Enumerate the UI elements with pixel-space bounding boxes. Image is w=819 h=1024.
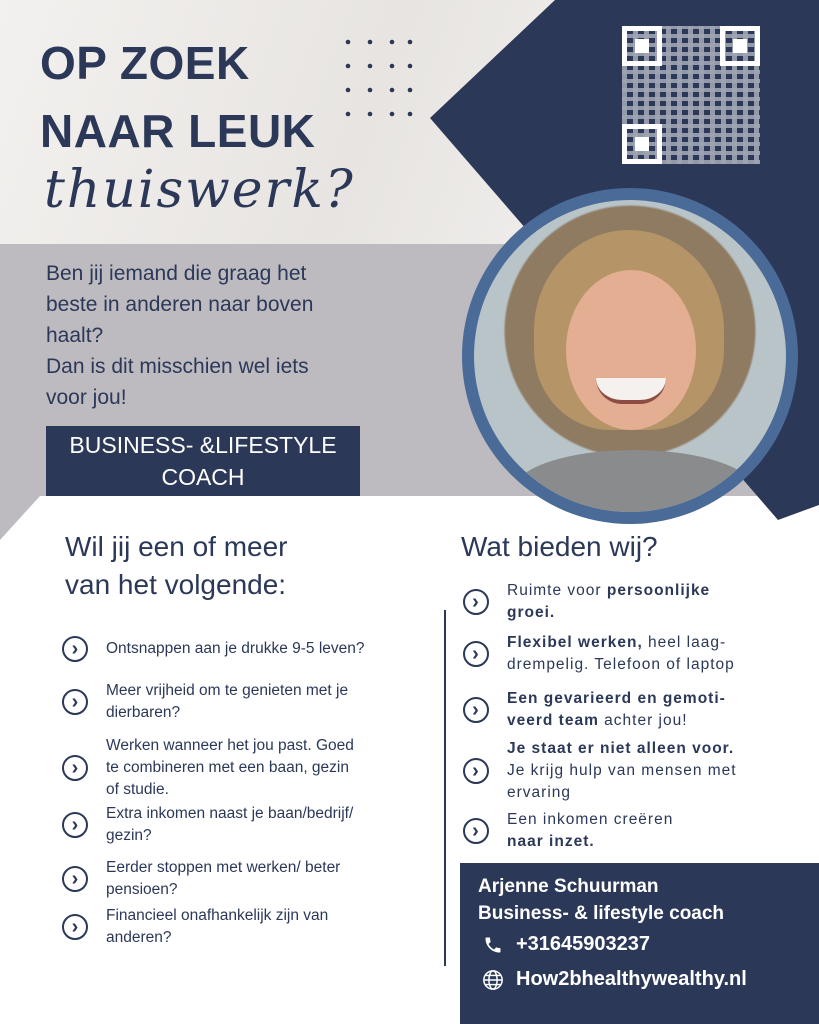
list-item-line: of studie. bbox=[106, 781, 169, 798]
phone-icon bbox=[482, 934, 504, 956]
list-item-text bbox=[507, 738, 737, 804]
left-title-line: Wil jij een of meer bbox=[65, 531, 288, 562]
text-part: Ruimte voor bbox=[507, 582, 607, 599]
photo-image bbox=[474, 200, 786, 512]
list-item bbox=[463, 738, 737, 804]
text-bold: groei. bbox=[507, 604, 556, 621]
text-bold: veerd team bbox=[507, 712, 599, 729]
role-badge bbox=[46, 426, 360, 496]
phone-number: +31645903237 bbox=[516, 933, 651, 955]
list-item-text bbox=[106, 735, 354, 801]
list-item-line: dierbaren? bbox=[106, 704, 181, 721]
chevron-right-circle-icon: › bbox=[62, 866, 88, 892]
list-item-line: Een inkomen creëren bbox=[507, 811, 674, 828]
qr-finder-icon bbox=[622, 124, 662, 164]
chevron-right-circle-icon: › bbox=[62, 636, 88, 662]
chevron-right-circle-icon: › bbox=[62, 689, 88, 715]
list-item-text bbox=[507, 580, 710, 624]
list-item bbox=[463, 688, 726, 732]
text-part: heel laag- bbox=[642, 634, 727, 651]
list-item-line bbox=[507, 710, 726, 732]
list-item-line: drempelig. Telefoon of laptop bbox=[507, 656, 735, 673]
globe-icon bbox=[482, 969, 504, 991]
qr-code[interactable] bbox=[612, 16, 770, 174]
list-item-line: Ontsnappen aan je drukke 9-5 leven? bbox=[106, 640, 365, 657]
list-item-line: pensioen? bbox=[106, 881, 178, 898]
list-item bbox=[62, 857, 340, 901]
list-item-line: Eerder stoppen met werken/ beter bbox=[106, 859, 341, 876]
chevron-right-circle-icon: › bbox=[62, 755, 88, 781]
qr-finder-icon bbox=[720, 26, 760, 66]
intro-line: voor jou! bbox=[46, 386, 127, 409]
chevron-right-circle-icon: › bbox=[62, 914, 88, 940]
list-item bbox=[62, 735, 354, 801]
list-item-line: ervaring bbox=[507, 784, 571, 801]
intro-text bbox=[46, 258, 406, 413]
list-item-text bbox=[106, 638, 365, 660]
list-item-line: anderen? bbox=[106, 929, 172, 946]
contact-card bbox=[460, 863, 819, 1024]
contact-name-block bbox=[478, 873, 724, 927]
chevron-right-circle-icon: › bbox=[463, 641, 489, 667]
heading-script: thuiswerk? bbox=[44, 160, 355, 220]
chevron-right-circle-icon: › bbox=[463, 758, 489, 784]
right-section-title: Wat bieden wij? bbox=[461, 531, 658, 562]
left-section-title bbox=[65, 528, 288, 604]
list-item bbox=[463, 580, 710, 624]
badge-line-1: BUSINESS- &LIFESTYLE bbox=[69, 432, 337, 458]
text-bold: Je staat er niet alleen voor. bbox=[507, 740, 735, 757]
list-item-line: te combineren met een baan, gezin bbox=[106, 759, 349, 776]
text-bold: naar inzet. bbox=[507, 833, 595, 850]
photo-shirt bbox=[514, 450, 754, 512]
list-item-line: Meer vrijheid om te genieten met je bbox=[106, 682, 349, 699]
text-part: achter jou! bbox=[598, 712, 688, 729]
qr-finder-icon bbox=[622, 26, 662, 66]
list-item bbox=[463, 809, 673, 853]
dot-grid-icon bbox=[346, 40, 413, 117]
text-bold: Een gevarieerd en gemoti- bbox=[507, 690, 726, 707]
intro-line: haalt? bbox=[46, 324, 104, 347]
list-item-line: Je krijg hulp van mensen met bbox=[507, 762, 737, 779]
contact-role: Business- & lifestyle coach bbox=[478, 903, 725, 924]
list-item bbox=[62, 636, 365, 662]
text-bold: persoonlijke bbox=[606, 582, 711, 599]
intro-line: Ben jij iemand die graag het bbox=[46, 262, 307, 285]
website-url: How2bhealthywealthy.nl bbox=[516, 968, 747, 990]
chevron-right-circle-icon: › bbox=[463, 697, 489, 723]
list-item-line: gezin? bbox=[106, 827, 152, 844]
list-item-line: Financieel onafhankelijk zijn van bbox=[106, 907, 329, 924]
chevron-right-circle-icon: › bbox=[463, 589, 489, 615]
list-item-text bbox=[106, 680, 348, 724]
website-link[interactable] bbox=[482, 968, 747, 991]
contact-name: Arjenne Schuurman bbox=[478, 876, 659, 897]
intro-line: beste in anderen naar boven bbox=[46, 293, 314, 316]
photo-face bbox=[566, 270, 696, 430]
badge-line-2: COACH bbox=[161, 464, 245, 490]
grey-corner-shape bbox=[0, 496, 40, 540]
text-bold: Flexibel werken, bbox=[507, 634, 643, 651]
list-item-text bbox=[106, 803, 353, 847]
list-item-line bbox=[507, 580, 710, 602]
heading-line-1: OP ZOEK bbox=[40, 37, 250, 89]
list-item bbox=[463, 632, 735, 676]
list-item-line: Werken wanneer het jou past. Goed bbox=[106, 737, 354, 754]
list-item-text bbox=[507, 688, 726, 732]
list-item-text bbox=[106, 905, 328, 949]
intro-line: Dan is dit misschien wel iets bbox=[46, 355, 309, 378]
phone-link[interactable] bbox=[482, 933, 650, 956]
list-item-line bbox=[507, 632, 735, 654]
left-title-line: van het volgende: bbox=[65, 569, 287, 600]
profile-photo bbox=[462, 188, 798, 524]
chevron-right-circle-icon: › bbox=[62, 812, 88, 838]
list-item-text bbox=[106, 857, 340, 901]
chevron-right-circle-icon: › bbox=[463, 818, 489, 844]
list-item bbox=[62, 803, 353, 847]
list-item-text bbox=[507, 809, 673, 853]
heading-line-2: NAAR LEUK bbox=[40, 105, 316, 157]
column-divider bbox=[444, 610, 446, 966]
list-item-line: Extra inkomen naast je baan/bedrijf/ bbox=[106, 805, 354, 822]
list-item-text bbox=[507, 632, 735, 676]
list-item bbox=[62, 680, 348, 724]
list-item bbox=[62, 905, 328, 949]
